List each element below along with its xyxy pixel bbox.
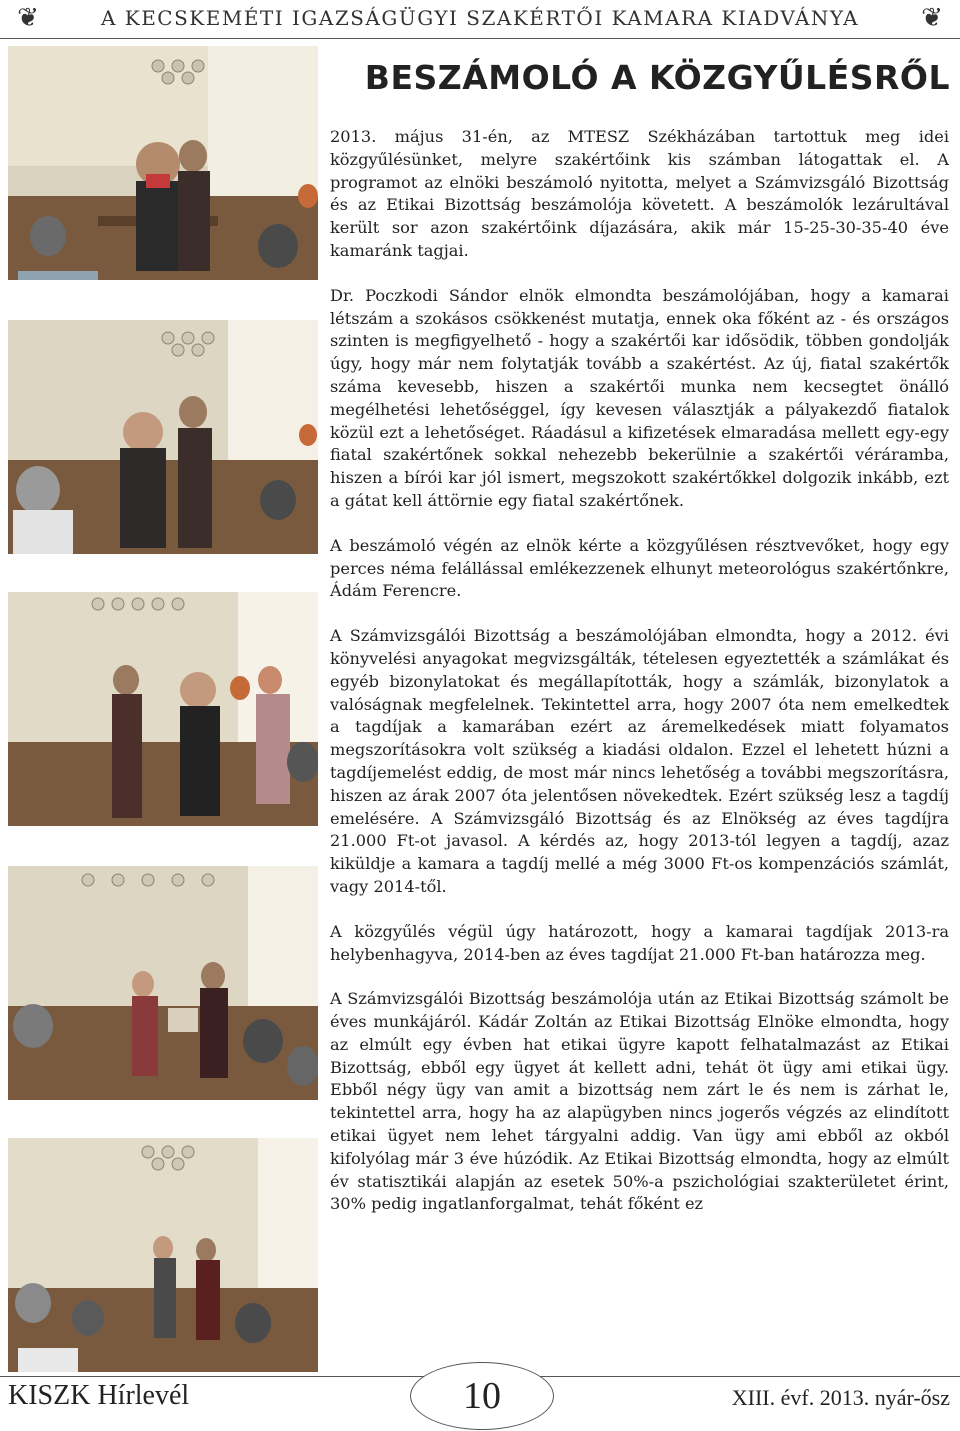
paragraph: A Számvizsgálói Bizottság beszámolója után az Etikai Bizottság számolt be éves munkájáról. Kádár Zoltán az Etikai Bizottság Elnöke elmondta, hogy az elmúlt egy évben hat etikai ügyre kapott felhatalmazást az Etikai Bizottság, ebből egy ügyet át kellett adni, tehát öt ügy ami etikai ügy. Ebből négy ügy van amit a bizottság nem zárt le és nem is zárhat le, tekintettel arra, hogy ha az alapügyben nincs jogerős végzés az elindított etikai ügyet nem lehet tárgyalni addig. Van ügy ami ebből az okból kifolyólag már 3 éve húzódik. Az Etikai Bizottság elmondta, hogy az elmúlt év statisztikái alapján az esetek 50%-a pszichológiai szakterületet érint, 30% pedig ingatlanforgalmat, tehát főként ez xyxy=(330,989,949,1214)
publication-title: A KECSKEMÉTI IGAZSÁGÜGYI SZAKÉRTŐI KAMARA KIADVÁNYA xyxy=(100,6,860,30)
paragraph: A beszámoló végén az elnök kérte a közgyűlésen résztvevőket, hogy egy perces néma felállással emlékezzenek elhunyt meteorológus szakértőnkre, Ádám Ferencre. xyxy=(330,535,949,601)
page-number: 10 xyxy=(410,1362,554,1430)
photo-meeting-4 xyxy=(8,866,318,1100)
newsletter-name: KISZK Hírlevél xyxy=(8,1380,190,1411)
photo-meeting-2 xyxy=(8,320,318,554)
issue-info: XIII. évf. 2013. nyár-ősz xyxy=(731,1385,950,1410)
paragraph: 2013. május 31-én, az MTESZ Székházában tartottuk meg idei közgyűlésünket, melyre szakértőink kis számban látogattak el. A programot az elnöki beszámoló nyitotta, melyet a Számvizsgáló Bizottság és az Etikai Bizottság beszámolója követett. A beszámolók lezárultával került sor azon szakértőink díjazására, akik már 15-25-30-35-40 éve kamaránk tagjai. xyxy=(330,127,949,260)
fleuron-icon: ❦ xyxy=(17,3,39,33)
article-title: BESZÁMOLÓ A KÖZGYŰLÉSRŐL xyxy=(364,58,950,97)
page-header xyxy=(0,0,960,39)
photo-meeting-1 xyxy=(8,46,318,280)
article-body xyxy=(330,126,949,1216)
paragraph: Dr. Poczkodi Sándor elnök elmondta beszámolójában, hogy a kamarai létszám a szokásos csökkenést mutatja, ennek oka főként az - és országos szinten is megfigyelhető - hogy a szakértői kar idősödik, többen gondolják úgy, hogy már nem folytatják tovább a szakértést. Az új, fiatal szakértők száma kevesebb, hiszen a szakértői munka nem kecsegtet önálló megélhetési lehetőséggel, így kevesen választják a pályakezdő fiatalok közül ezt a lehetőséget. Ráadásul a kifizetések elmaradása mellett egy-egy fiatal szakértőnek sokkal nehezebb bekerülnie a szakértői véráramba, hiszen a bírói kar jól ismert, megszokott szakértőkkel dolgozik inkább, ezt a gátat kell áttörnie egy fiatal szakértőnek. xyxy=(330,285,949,510)
photo-meeting-3 xyxy=(8,592,318,826)
paragraph: A közgyűlés végül úgy határozott, hogy a kamarai tagdíjak 2013-ra helybenhagyva, 2014-ben az éves tagdíjat 21.000 Ft-ban határozza meg. xyxy=(330,921,949,964)
paragraph: A Számvizsgálói Bizottság a beszámolójában elmondta, hogy a 2012. évi könyvelési anyagokat megvizsgálták, tételesen egyeztették a számlákat és egyéb bizonylatokat és megállapították, hogy a számlák, bizonylatok a valóságnak megfelelnek. Tekintettel arra, hogy 2007 óta nem emelkedtek a tagdíjak a kamarában ezért az áremelkedések miatt folyamatos megszorításokra volt szükség a kiadási oldalon. Ezzel el lehetett húzni a tagdíjemelést eddig, de most már nincs lehetőség a további megszorításra, hiszen az árak 2007 óta jelentősen növekedtek. Ezért szükség lesz a tagdíj emelésére. A Számvizsgáló Bizottság és az Elnökség az éves tagdíjra 21.000 Ft-ot javasol. A kérdés az, hogy 2013-tól legyen a tagdíj, azaz kiküldje a kamara a tagdíj mellé a még 3000 Ft-os kompenzációs számlát, vagy 2014-től. xyxy=(330,626,949,896)
photo-meeting-5 xyxy=(8,1138,318,1372)
fleuron-icon: ❦ xyxy=(921,3,943,33)
